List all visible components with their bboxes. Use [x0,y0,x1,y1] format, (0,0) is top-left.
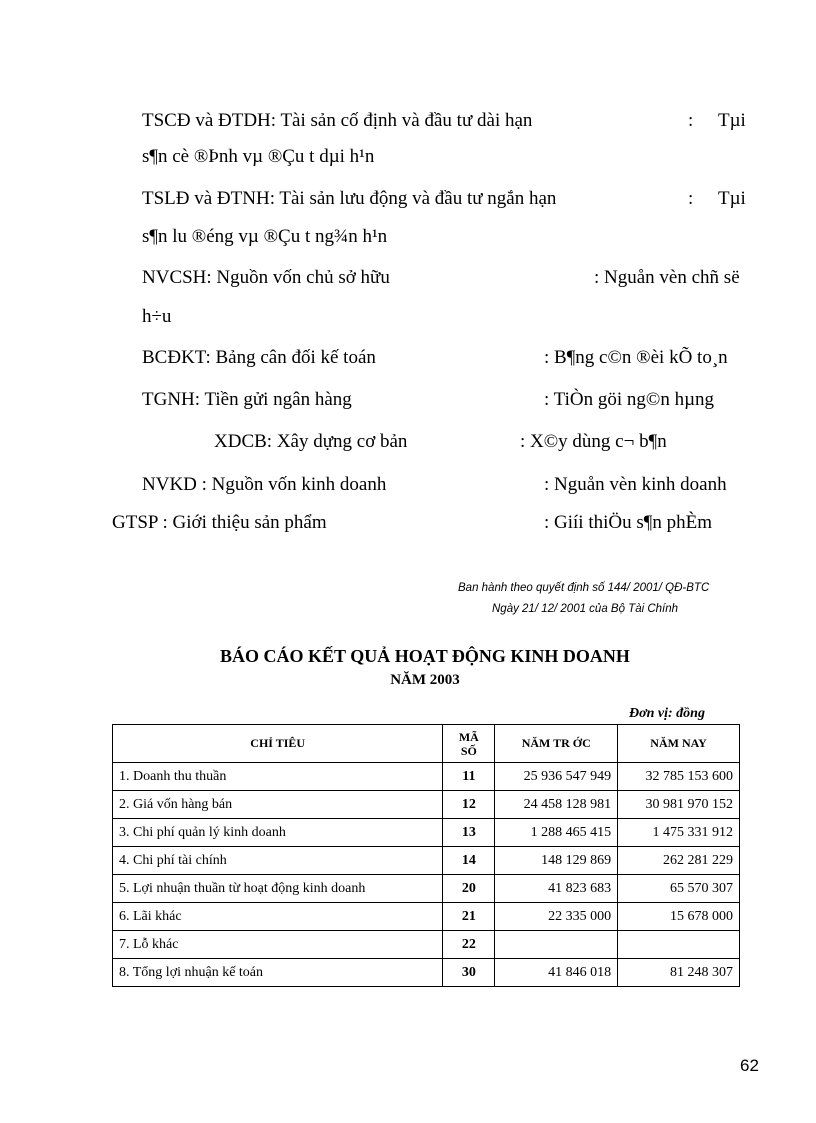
page-number: 62 [740,1056,759,1075]
abbr-garbled-part: s¶n lu ®éng vµ ®Çu t ng¾n h¹n [142,226,388,247]
abbr-garbled: : X©y dùng c¬ b¶n [520,431,667,452]
row-curr-value [618,931,740,959]
row-code: 22 [443,931,495,959]
row-code: 12 [443,791,495,819]
abbr-garbled: : B¶ng c©n ®èi kÕ to¸n [544,347,728,368]
row-curr-value: 81 248 307 [618,959,740,987]
row-curr-value: 32 785 153 600 [618,763,740,791]
row-label: 5. Lợi nhuận thuần từ hoạt động kinh doanh [113,875,443,903]
abbr-term: NVKD : Nguồn vốn kinh doanh [142,474,387,495]
row-label: 1. Doanh thu thuần [113,763,443,791]
header-this-year: NĂM NAY [618,725,740,763]
abbr-garbled: : Nguån vèn kinh doanh [544,474,727,495]
row-code: 14 [443,847,495,875]
row-label: 3. Chi phí quản lý kinh doanh [113,819,443,847]
table-row [113,903,740,931]
row-curr-value: 15 678 000 [618,903,740,931]
table-row [113,847,740,875]
header-prev-year: NĂM TR ỚC [495,725,618,763]
row-prev-value: 148 129 869 [495,847,618,875]
table-row [113,875,740,903]
abbr-garbled: : TiÒn göi ng©n hµng [544,389,715,410]
abbr-term: TSCĐ và ĐTDH: Tài sản cố định và đầu tư dài hạn [142,110,533,131]
table-header-row [113,725,740,763]
income-statement-table [112,724,740,987]
row-prev-value: 41 823 683 [495,875,618,903]
abbr-garbled-part: : Nguån vèn chñ së [594,267,740,288]
row-prev-value: 25 936 547 949 [495,763,618,791]
abbr-garbled-part: h÷u [142,306,172,327]
issued-decision: Ban hành theo quyết định số 144/ 2001/ QĐ-BTC [458,582,710,594]
row-code: 21 [443,903,495,931]
row-prev-value: 24 458 128 981 [495,791,618,819]
abbr-garbled-part: s¶n cè ®Þnh vµ ®Çu t dµi h¹n [142,146,375,167]
abbr-term: BCĐKT: Bảng cân đối kế toán [142,347,376,368]
row-prev-value: 41 846 018 [495,959,618,987]
header-code [443,725,495,763]
header-code-top: MÃ [458,729,479,744]
row-code: 13 [443,819,495,847]
row-label: 4. Chi phí tài chính [113,847,443,875]
table-row [113,819,740,847]
row-code: 30 [443,959,495,987]
row-label: 2. Giá vốn hàng bán [113,791,443,819]
row-prev-value [495,931,618,959]
table-row [113,763,740,791]
issued-date: Ngày 21/ 12/ 2001 của Bộ Tài Chính [492,603,679,615]
report-unit: Đơn vị: đồng [629,706,705,721]
abbr-term: XDCB: Xây dựng cơ bản [214,431,408,452]
row-code: 20 [443,875,495,903]
row-curr-value: 1 475 331 912 [618,819,740,847]
report-title: BÁO CÁO KẾT QUẢ HOẠT ĐỘNG KINH DOANH [220,646,630,666]
table-row [113,791,740,819]
row-prev-value: 1 288 465 415 [495,819,618,847]
row-curr-value: 30 981 970 152 [618,791,740,819]
table-row [113,931,740,959]
table-row [113,959,740,987]
row-curr-value: 262 281 229 [618,847,740,875]
abbr-garbled-part: Tµi [718,110,746,131]
abbr-garbled: : Giíi thiÖu s¶n phÈm [544,512,713,533]
abbr-colon: : [688,188,694,209]
abbr-term: TGNH: Tiền gửi ngân hàng [142,389,352,410]
row-prev-value: 22 335 000 [495,903,618,931]
abbr-colon: : [688,110,694,131]
row-label: 6. Lãi khác [113,903,443,931]
abbr-term: GTSP : Giới thiệu sản phẩm [112,512,327,533]
report-subtitle: NĂM 2003 [390,672,460,688]
header-indicator: CHỈ TIÊU [113,725,443,763]
abbr-term: NVCSH: Nguồn vốn chủ sở hữu [142,267,390,288]
header-code-bottom: SỐ [460,743,477,758]
row-code: 11 [443,763,495,791]
row-curr-value: 65 570 307 [618,875,740,903]
row-label: 7. Lỗ khác [113,931,443,959]
abbr-garbled-part: Tµi [718,188,746,209]
abbr-term: TSLĐ và ĐTNH: Tài sản lưu động và đầu tư ngắn hạn [142,188,557,209]
row-label: 8. Tổng lợi nhuận kế toán [113,959,443,987]
